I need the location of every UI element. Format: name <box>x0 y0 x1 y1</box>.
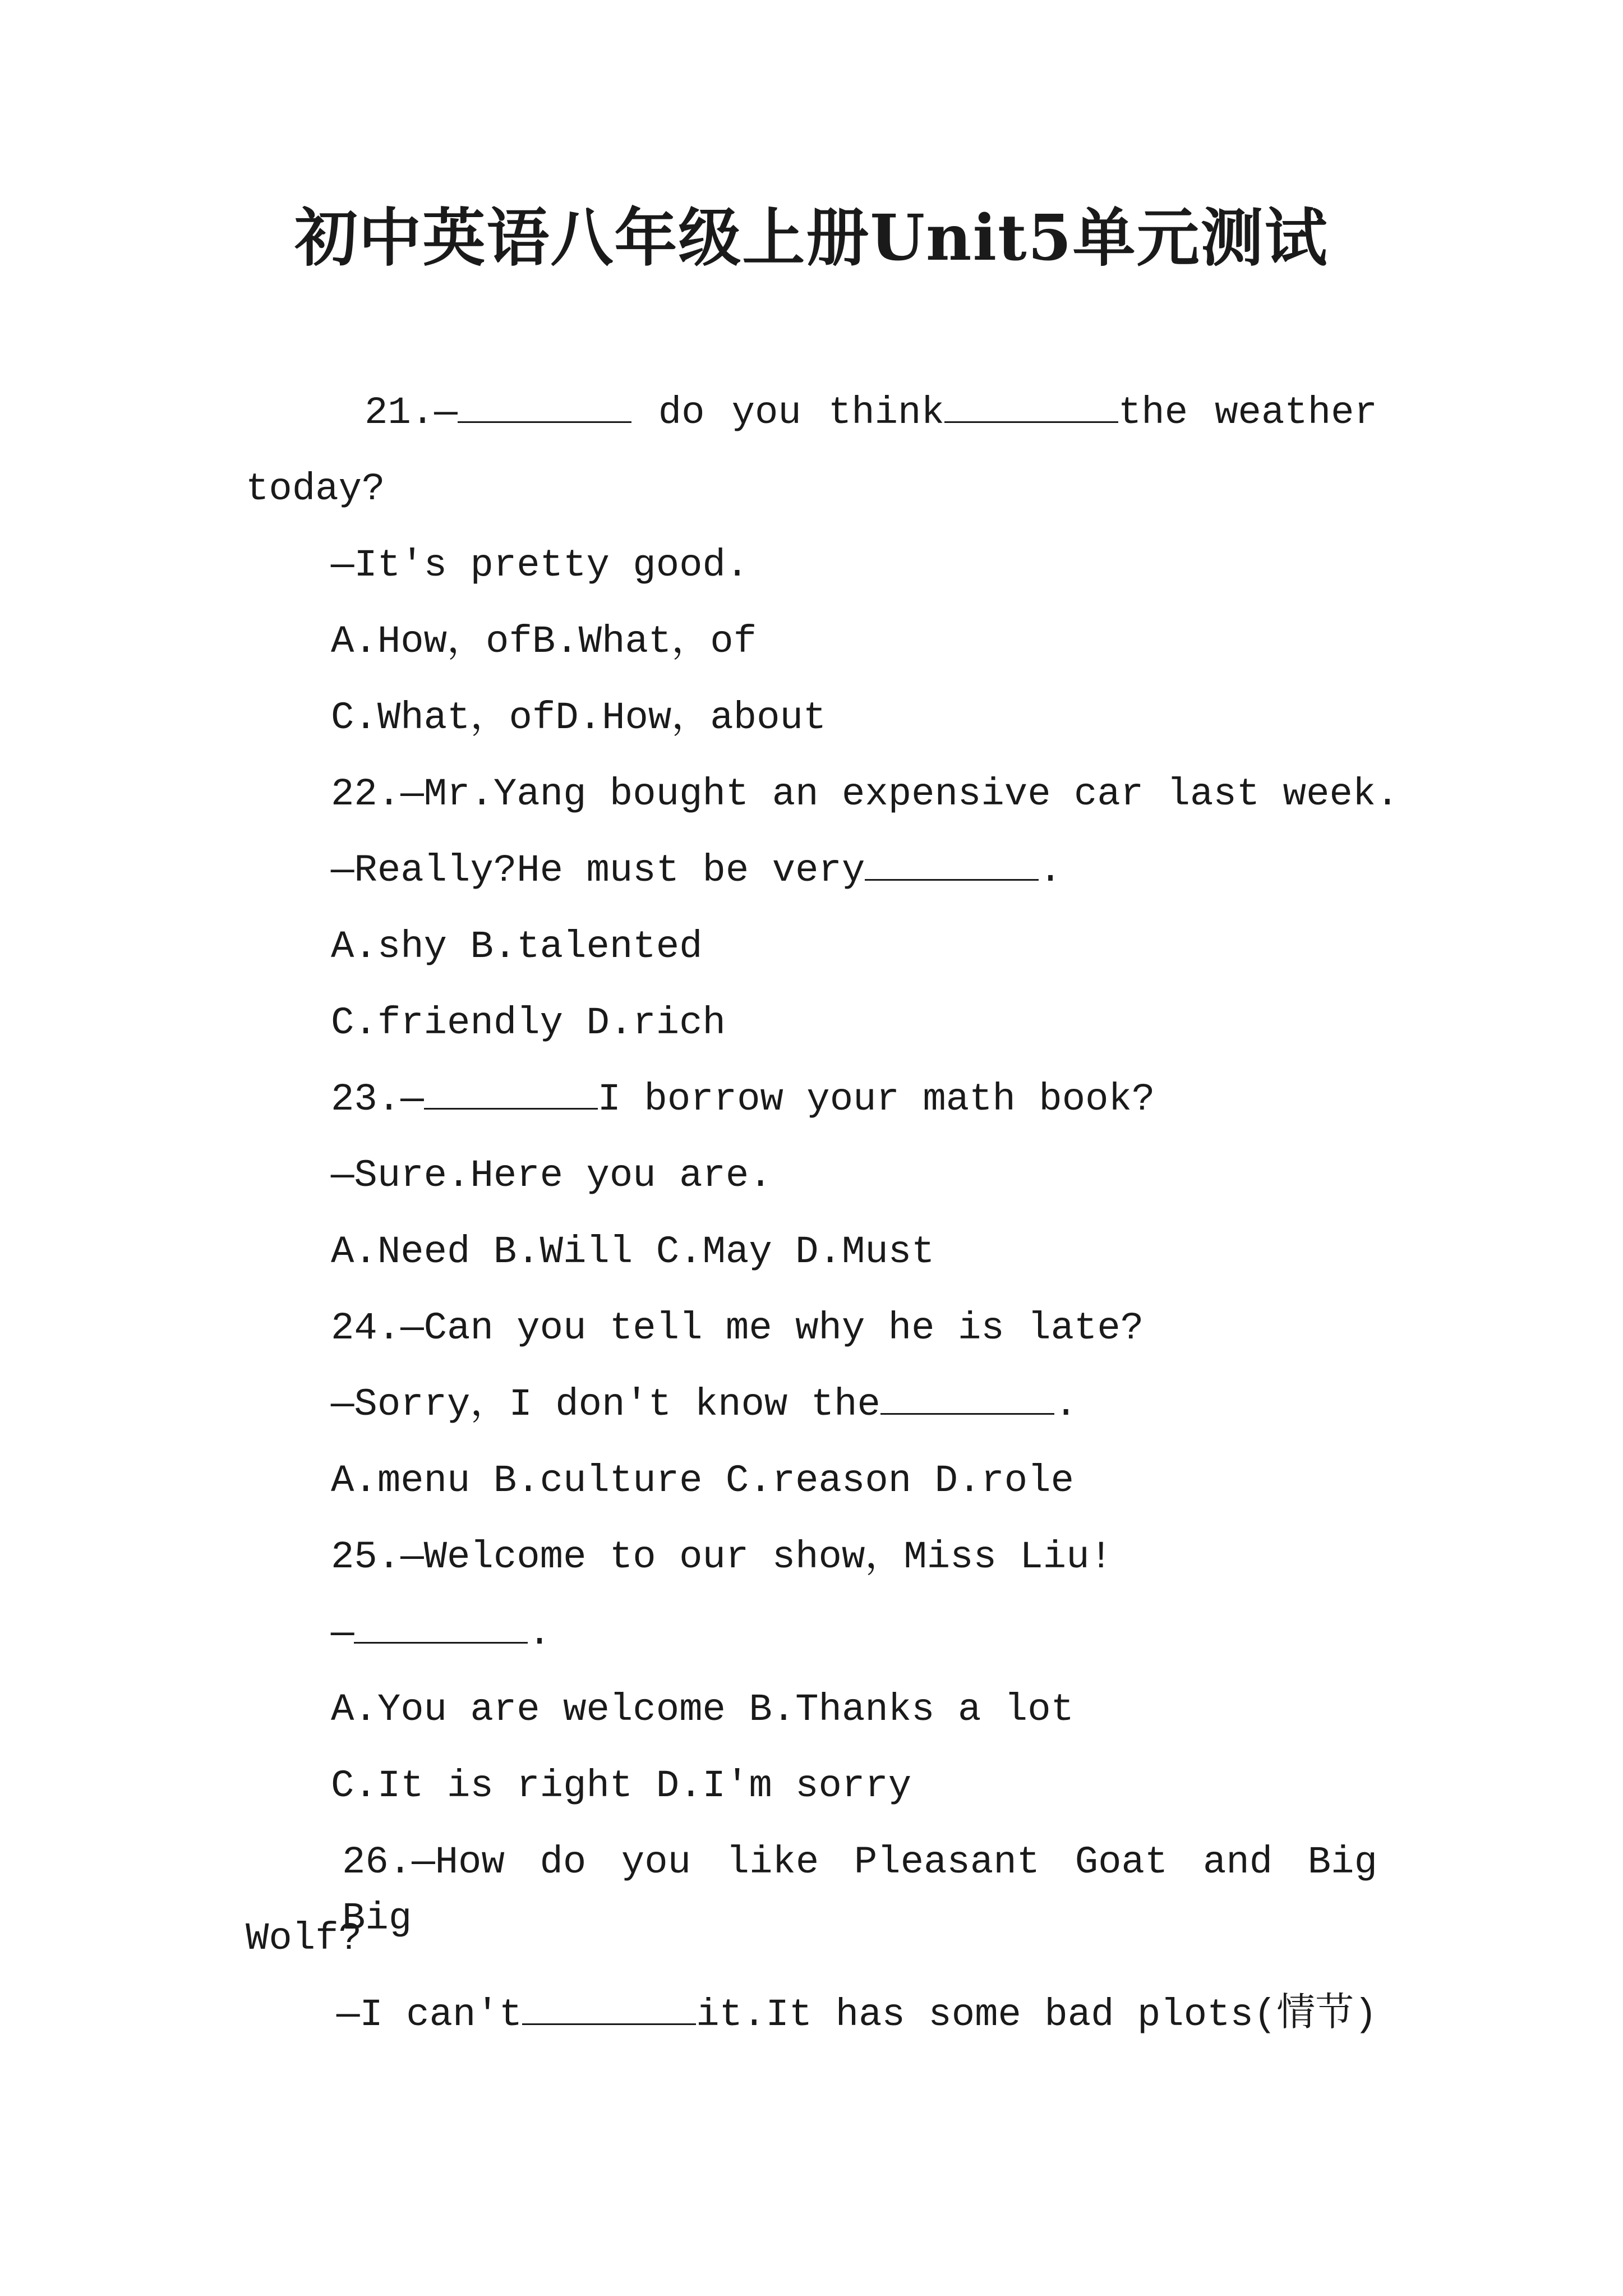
question-26-stem-continued: Wolf? <box>246 1917 362 1961</box>
answer-blank[interactable] <box>354 1607 528 1644</box>
question-26-response: —I can't it.It has some bad plots(情节) <box>336 1987 1377 2043</box>
question-26-stem: 26.—How do you like Pleasant Goat and Big Big <box>342 1841 1377 1940</box>
question-21-options-ab: A.How，ofB.What，of <box>331 620 757 664</box>
question-21-stem-continued: today? <box>246 467 385 511</box>
question-23-response: —Sure.Here you are. <box>331 1154 772 1198</box>
question-23-stem: 23.— I borrow your math book? <box>331 1071 1155 1128</box>
question-21-options-cd: C.What，ofD.How，about <box>331 696 827 740</box>
question-24-options: A.menu B.culture C.reason D.role <box>331 1459 1075 1503</box>
question-21-stem: 21.— do you think the weather <box>365 385 1377 441</box>
question-25-options-cd: C.It is right D.I'm sorry <box>331 1764 912 1808</box>
answer-blank[interactable] <box>865 844 1039 881</box>
question-24-stem: 24.—Can you tell me why he is late? <box>331 1306 1144 1350</box>
question-23-options: A.Need B.Will C.May D.Must <box>331 1230 935 1274</box>
answer-blank[interactable] <box>424 1073 598 1110</box>
document-title: 初中英语八年级上册Unit5单元测试 <box>294 201 1329 275</box>
answer-blank[interactable] <box>880 1378 1054 1415</box>
question-21-response: —It's pretty good. <box>331 544 749 587</box>
answer-blank[interactable] <box>944 386 1118 423</box>
answer-blank[interactable] <box>522 1989 696 2025</box>
question-22-options-cd: C.friendly D.rich <box>331 1001 726 1045</box>
question-22-options-ab: A.shy B.talented <box>331 925 703 969</box>
question-25-response: — . <box>331 1605 551 1662</box>
question-24-response: —Sorry，I don't know the . <box>331 1377 1077 1433</box>
question-25-stem: 25.—Welcome to our show，Miss Liu! <box>331 1535 1113 1579</box>
question-25-options-ab: A.You are welcome B.Thanks a lot <box>331 1688 1075 1732</box>
answer-blank[interactable] <box>458 386 631 423</box>
question-22-stem: 22.—Mr.Yang bought an expensive car last week. <box>331 772 1399 816</box>
question-22-response: —Really?He must be very . <box>331 843 1062 899</box>
